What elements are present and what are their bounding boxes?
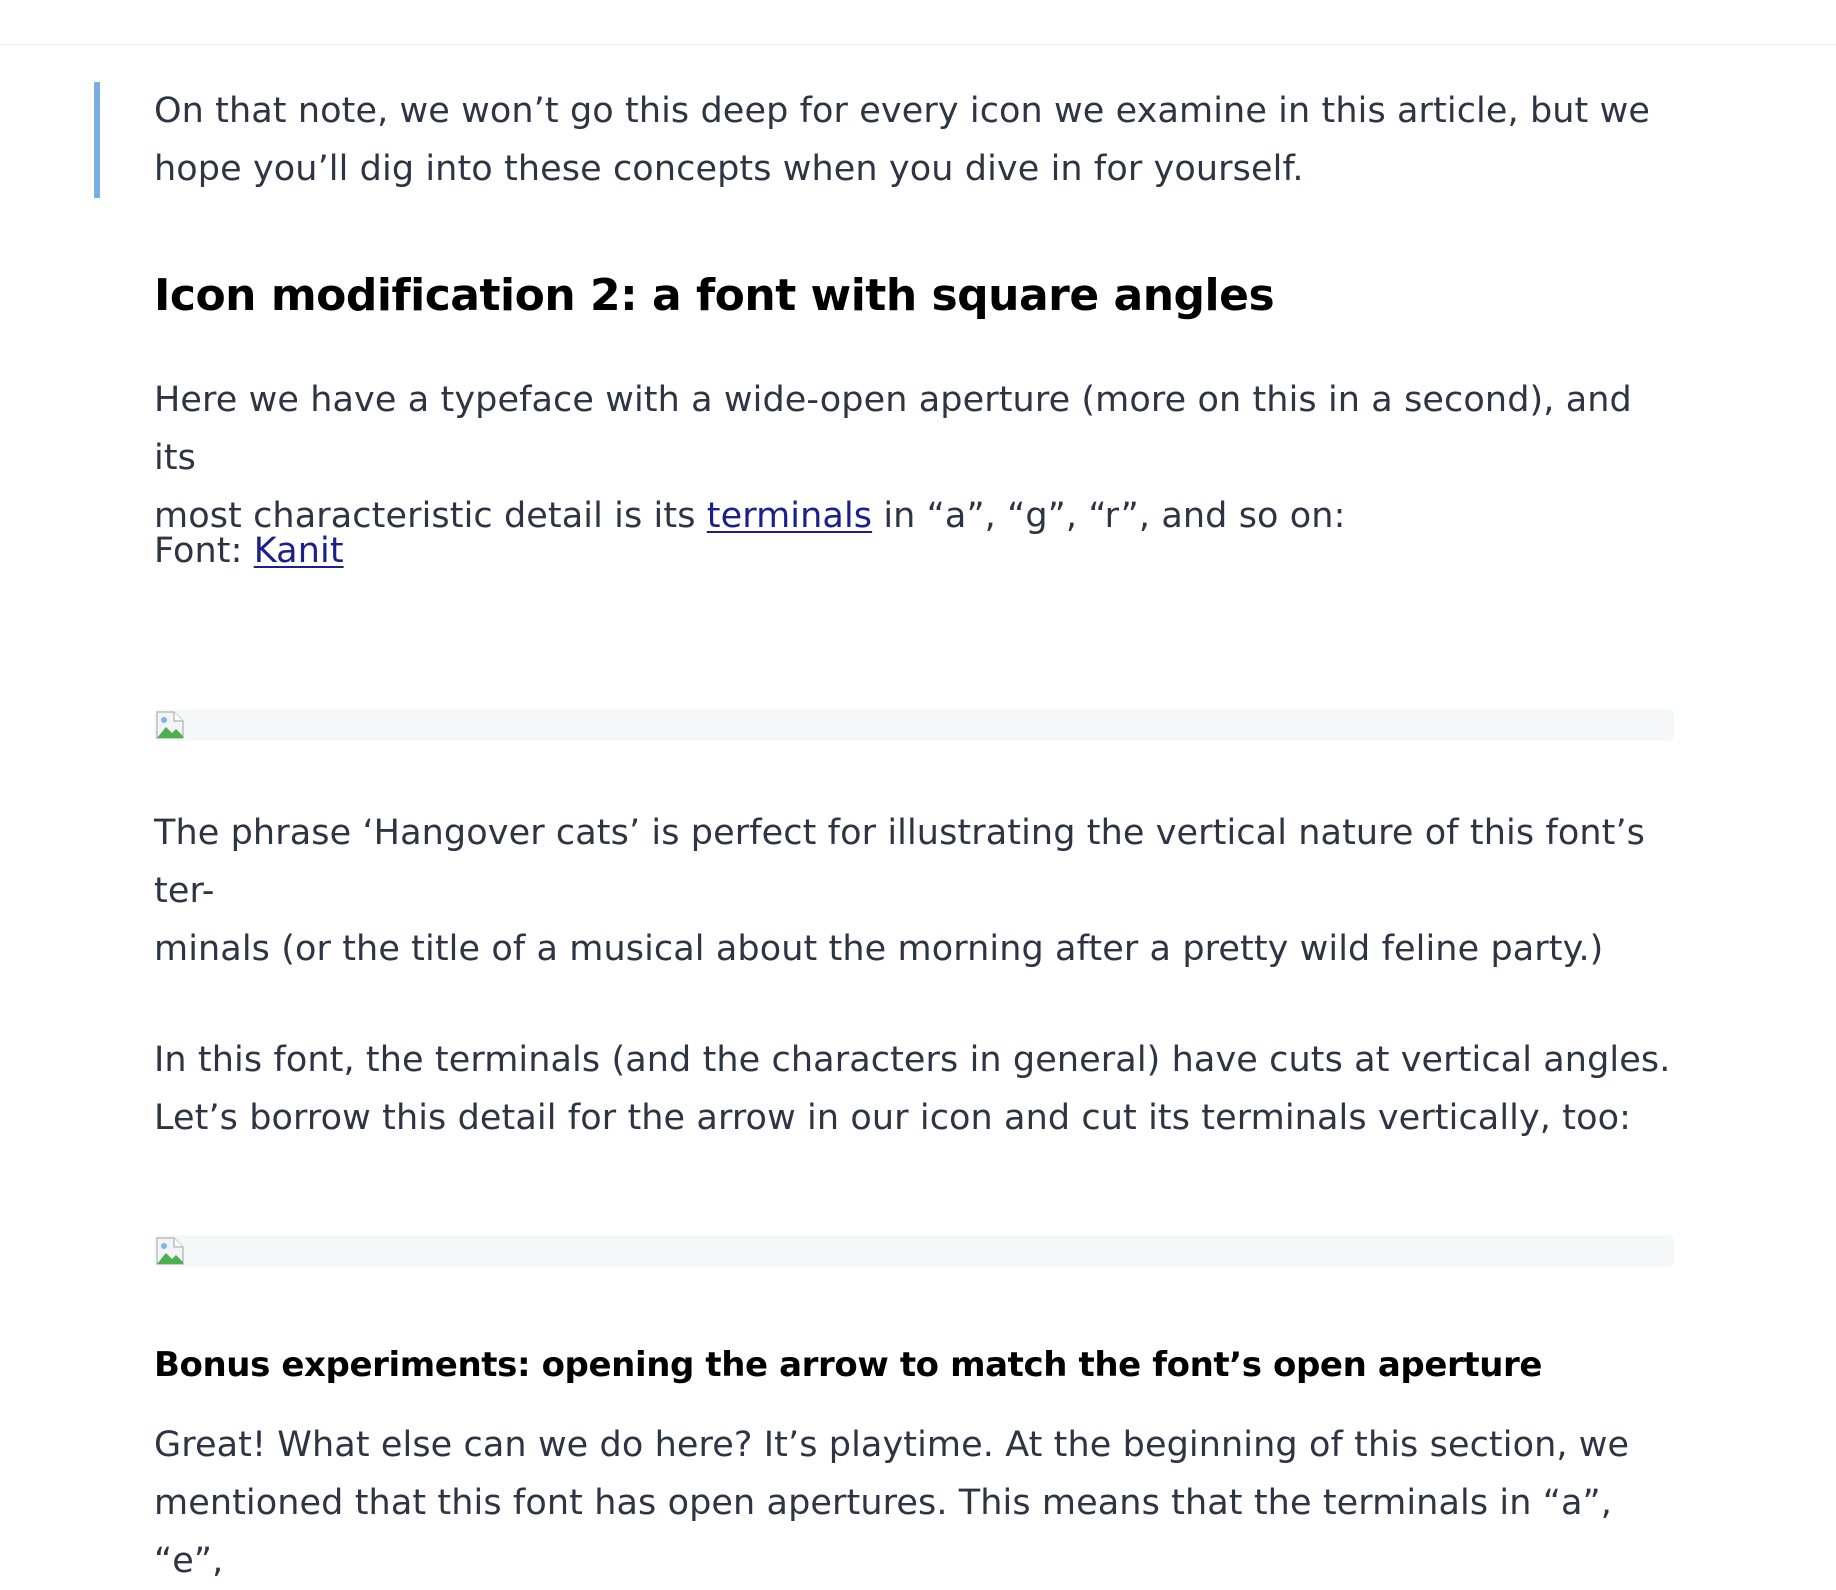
paragraph-terminals-line-1: In this font, the terminals (and the characters in general) have cuts at vertical angles.	[154, 1040, 1671, 1080]
paragraph-bonus-line-1: Great! What else can we do here? It’s playtime. At the beginning of this section, we	[154, 1425, 1630, 1465]
paragraph-intro-line-1: Here we have a typeface with a wide-open aperture (more on this in a second), and its	[154, 380, 1632, 478]
blockquote	[94, 82, 1654, 198]
font-line	[154, 522, 344, 580]
paragraph-hangover	[154, 804, 1674, 978]
paragraph-bonus	[154, 1416, 1674, 1590]
terminals-link[interactable]: terminals	[706, 496, 873, 536]
top-bar	[0, 0, 1836, 45]
broken-image-icon	[154, 1235, 186, 1267]
paragraph-intro-line-2	[154, 487, 1674, 545]
paragraph-terminals	[154, 1031, 1670, 1147]
broken-image-icon	[154, 709, 186, 741]
paragraph-intro	[154, 371, 1674, 545]
section-heading: Icon modification 2: a font with square angles	[154, 270, 1275, 321]
font-label: Font:	[154, 531, 254, 571]
font-line-text	[154, 522, 344, 580]
image-placeholder-2	[154, 1235, 1674, 1267]
image-placeholder-1	[154, 709, 1674, 741]
paragraph-intro-text-before: most characteristic detail is its	[154, 496, 707, 536]
blockquote-line-2: hope you’ll dig into these concepts when you dive in for yourself.	[154, 149, 1304, 189]
blockquote-line-1: On that note, we won’t go this deep for every icon we examine in this article, but we	[154, 91, 1650, 131]
bonus-heading: Bonus experiments: opening the arrow to match the font’s open aperture	[154, 1345, 1543, 1385]
paragraph-hangover-line-2: minals (or the title of a musical about the morning after a pretty wild feline party.)	[154, 929, 1604, 969]
paragraph-bonus-line-2: mentioned that this font has open apertures. This means that the terminals in “a”, “e”,	[154, 1483, 1612, 1581]
paragraph-hangover-line-1: The phrase ‘Hangover cats’ is perfect for illustrating the vertical nature of this font’s ter-	[154, 813, 1646, 911]
paragraph-intro-text-after: in “a”, “g”, “r”, and so on:	[872, 496, 1346, 536]
kanit-link[interactable]: Kanit	[253, 531, 344, 571]
paragraph-terminals-line-2: Let’s borrow this detail for the arrow in our icon and cut its terminals vertically, too:	[154, 1098, 1632, 1138]
